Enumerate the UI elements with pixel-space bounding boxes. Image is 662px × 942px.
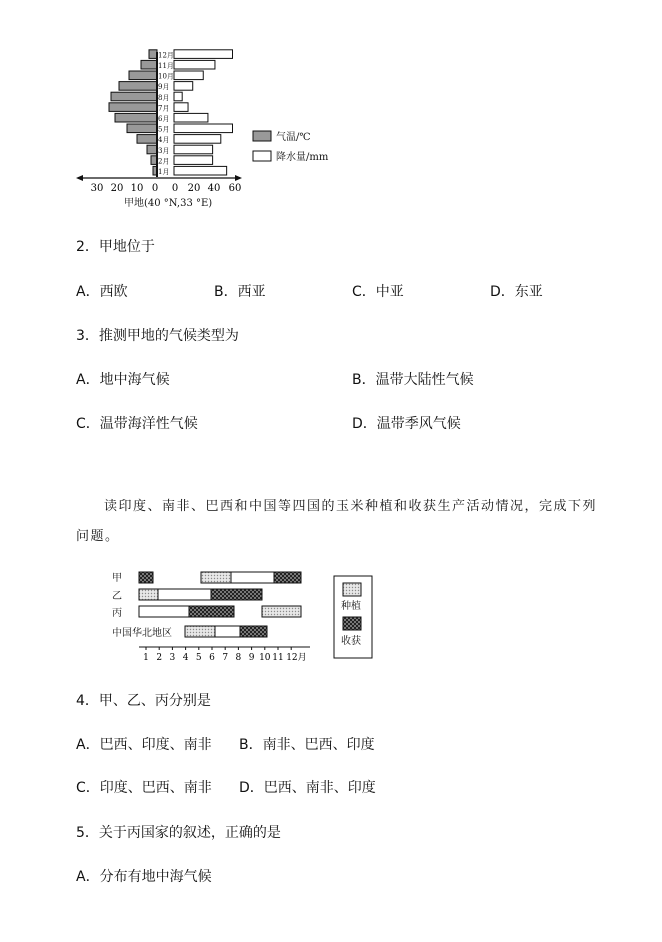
china-plant	[185, 626, 215, 637]
month-label-9: 9月	[158, 83, 170, 92]
q3-stem: 3．推测甲地的气候类型为	[76, 328, 239, 344]
month-axis-label: 2	[156, 653, 163, 663]
q2-option-b: B．西亚	[214, 284, 266, 300]
x-axis-arrow-right	[235, 175, 242, 181]
month-label-10: 10月	[158, 72, 174, 81]
row-label-china: 中国华北地区	[112, 628, 172, 639]
q2-option-c: C．中亚	[352, 284, 404, 300]
month-axis-label: 11	[272, 653, 284, 663]
month-label-7: 7月	[158, 104, 170, 113]
intro-line-1: 读印度、南非、巴西和中国等四国的玉米种植和收获生产活动情况，完成下列	[104, 499, 598, 514]
q3-option-b: B．温带大陆性气候	[352, 372, 474, 388]
temp-bar-5	[127, 124, 157, 133]
temp-bar-8	[111, 92, 157, 101]
precip-tick-label: 60	[228, 183, 242, 194]
month-axis-label: 8	[235, 653, 242, 663]
legend-plant-label: 种植	[341, 601, 361, 612]
temp-bar-12	[149, 50, 157, 59]
precip-bar-5	[174, 124, 233, 133]
q3-option-c: C．温带海洋性气候	[76, 416, 198, 432]
precip-bar-8	[174, 92, 182, 101]
month-axis-label: 6	[209, 653, 215, 663]
q4-option-c: C．印度、巴西、南非	[76, 780, 212, 796]
x-axis-arrow-left	[76, 175, 83, 181]
month-axis-label: 12月	[286, 653, 307, 663]
climate-chart	[0, 0, 662, 215]
temp-tick-label: 20	[110, 183, 124, 194]
q4-option-a: A．巴西、印度、南非	[76, 737, 212, 753]
row-label-yi: 乙	[112, 591, 122, 602]
month-label-8: 8月	[158, 93, 170, 102]
temp-bar-3	[147, 145, 157, 154]
legend-harvest-swatch	[343, 617, 361, 630]
precip-bar-4	[174, 135, 221, 144]
month-label-6: 6月	[158, 115, 170, 123]
temp-tick-label: 10	[130, 183, 144, 194]
yi-plant	[139, 589, 158, 600]
precip-bar-1	[174, 166, 227, 175]
q2-option-a: A．西欧	[76, 284, 128, 300]
month-label-3: 3月	[158, 146, 170, 155]
temp-bar-6	[115, 113, 157, 122]
temp-tick-label: 30	[90, 183, 104, 194]
month-axis-label: 1	[143, 653, 149, 663]
precip-bar-11	[174, 60, 215, 69]
precip-bar-3	[174, 145, 213, 154]
legend-prec-label: 降水量/mm	[276, 152, 329, 163]
china-harvest	[240, 626, 267, 637]
month-label-4: 4月	[158, 136, 170, 145]
bing-plant	[262, 606, 301, 617]
q4-option-b: B．南非、巴西、印度	[239, 737, 375, 753]
month-axis-label: 4	[182, 653, 189, 663]
q3-option-a: A．地中海气候	[76, 372, 170, 388]
q5-option-a: A．分布有地中海气候	[76, 869, 212, 885]
precip-bar-9	[174, 82, 193, 91]
jia-plant	[201, 572, 231, 583]
month-axis-label: 10	[259, 653, 271, 663]
precip-tick-label: 0	[171, 183, 179, 194]
temp-bar-10	[129, 71, 157, 80]
q4-option-d: D．巴西、南非、印度	[239, 780, 376, 796]
q2-stem: 2．甲地位于	[76, 239, 155, 255]
precip-bar-7	[174, 103, 188, 112]
month-axis-label: 7	[222, 653, 229, 663]
china-grow	[215, 626, 240, 637]
q5-stem: 5．关于丙国家的叙述，正确的是	[76, 825, 281, 841]
month-label-5: 5月	[158, 125, 170, 134]
jia-grow	[231, 572, 274, 583]
legend-harvest-label: 收获	[341, 636, 361, 647]
legend-plant-swatch	[343, 583, 361, 596]
intro-line-2: 问题。	[76, 529, 120, 544]
temp-bar-11	[141, 60, 157, 69]
precip-bar-2	[174, 156, 213, 165]
temp-tick-label: 0	[151, 183, 159, 194]
month-label-2: 2月	[158, 157, 170, 166]
yi-grow	[158, 589, 211, 600]
yi-harvest	[211, 589, 262, 600]
month-axis-label: 9	[248, 653, 255, 663]
q3-option-d: D．温带季风气候	[352, 416, 461, 432]
precip-bar-10	[174, 71, 203, 80]
temp-bar-7	[109, 103, 157, 112]
crop-calendar-chart	[0, 565, 662, 675]
row-label-jia: 甲	[112, 573, 122, 584]
legend-temp-swatch	[253, 131, 271, 141]
month-label-1: 1月	[158, 168, 170, 176]
month-label-12: 12月	[158, 51, 174, 60]
jia-harvest-2	[274, 572, 301, 583]
precip-tick-label: 40	[207, 183, 221, 194]
bing-harvest	[189, 606, 234, 617]
month-label-11: 11月	[158, 62, 174, 70]
precip-bar-12	[174, 50, 233, 59]
q4-stem: 4．甲、乙、丙分别是	[76, 693, 211, 709]
precip-tick-label: 20	[187, 183, 201, 194]
legend-prec-swatch	[253, 151, 271, 161]
legend-temp-label: 气温/℃	[276, 132, 311, 143]
month-axis-label: 5	[195, 653, 202, 663]
month-axis-label: 3	[169, 653, 176, 663]
bing-grow-1	[139, 606, 189, 617]
jia-harvest-1	[139, 572, 153, 583]
temp-bar-9	[119, 82, 157, 91]
chart-caption: 甲地(40 °N,33 °E)	[124, 198, 213, 209]
precip-bar-6	[174, 113, 208, 122]
row-label-bing: 丙	[112, 608, 122, 619]
q2-option-d: D．东亚	[490, 284, 543, 300]
temp-bar-4	[137, 135, 157, 144]
